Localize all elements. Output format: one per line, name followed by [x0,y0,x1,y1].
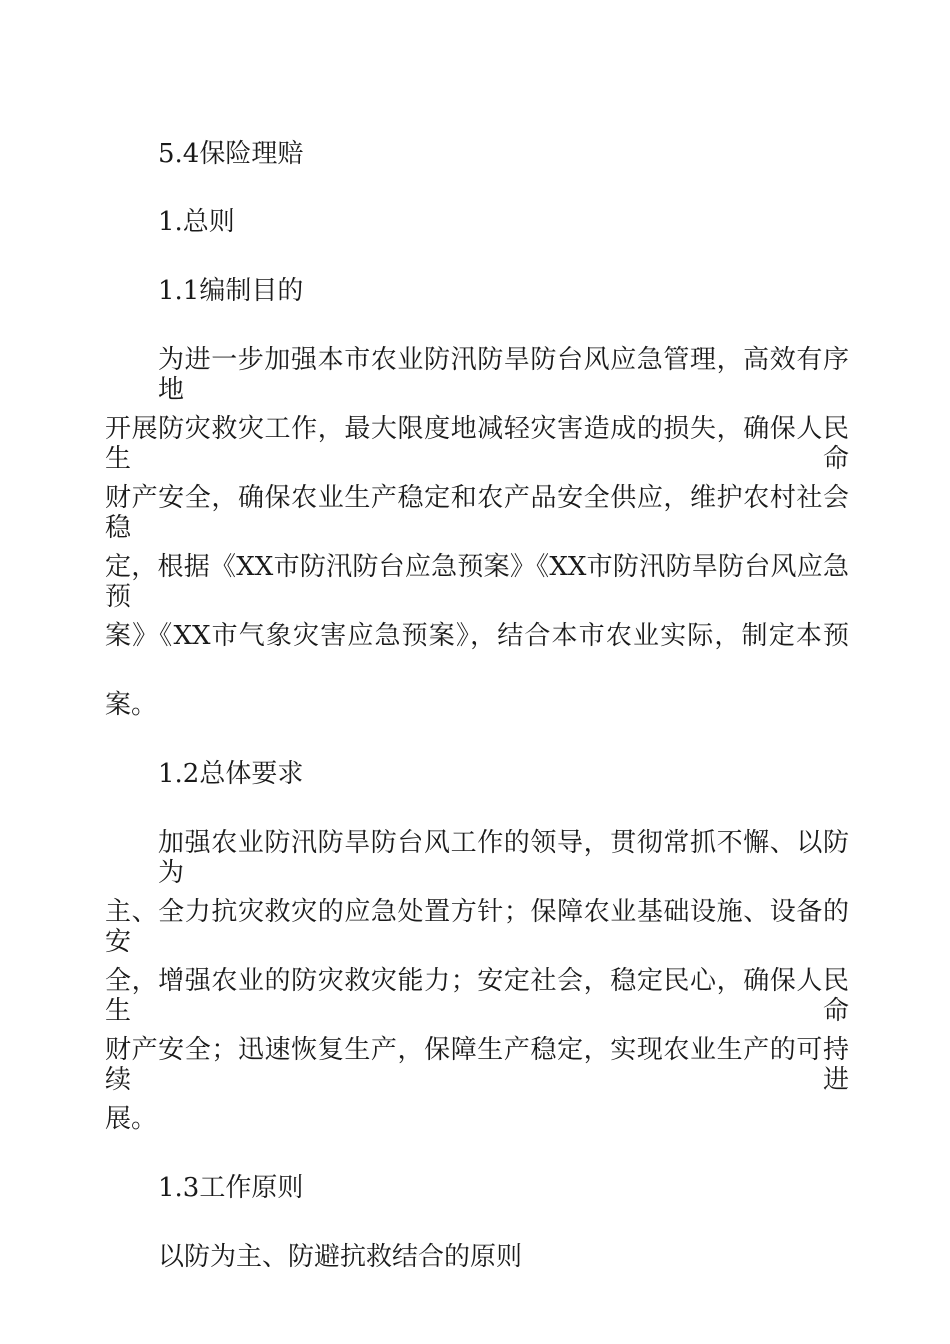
paragraph-line: 展。 [105,1104,158,1134]
paragraph-line: 全，增强农业的防灾救灾能力；安定社会，稳定民心，确保人民生命 [105,966,849,1026]
paragraph-line: 加强农业防汛防旱防台风工作的领导，贯彻常抓不懈、以防为 [158,828,849,888]
paragraph-line: 财产安全；迅速恢复生产，保障生产稳定，实现农业生产的可持续进 [105,1035,849,1095]
section-heading-requirements: 1.2总体要求 [158,759,304,789]
paragraph-line: 主、全力抗灾救灾的应急处置方针；保障农业基础设施、设备的安 [105,897,849,957]
paragraph-line: 以防为主、防避抗救结合的原则 [158,1242,523,1272]
section-heading-principles: 1.3工作原则 [158,1173,304,1203]
paragraph-line: 为进一步加强本市农业防汛防旱防台风应急管理，高效有序地 [158,345,849,405]
section-heading-general: 1.总则 [158,207,235,237]
paragraph-line: 开展防灾救灾工作，最大限度地减轻灾害造成的损失，确保人民生命 [105,414,849,474]
section-heading-5-4: 5.4保险理赔 [158,139,304,169]
paragraph-line: 案。 [105,690,158,720]
section-heading-purpose: 1.1编制目的 [158,276,304,306]
paragraph-line: 案》《XX市气象灾害应急预案》，结合本市农业实际，制定本预 [105,621,849,651]
paragraph-line: 定，根据《XX市防汛防台应急预案》《XX市防汛防旱防台风应急预 [105,552,849,612]
paragraph-line: 财产安全，确保农业生产稳定和农产品安全供应，维护农村社会稳 [105,483,849,543]
